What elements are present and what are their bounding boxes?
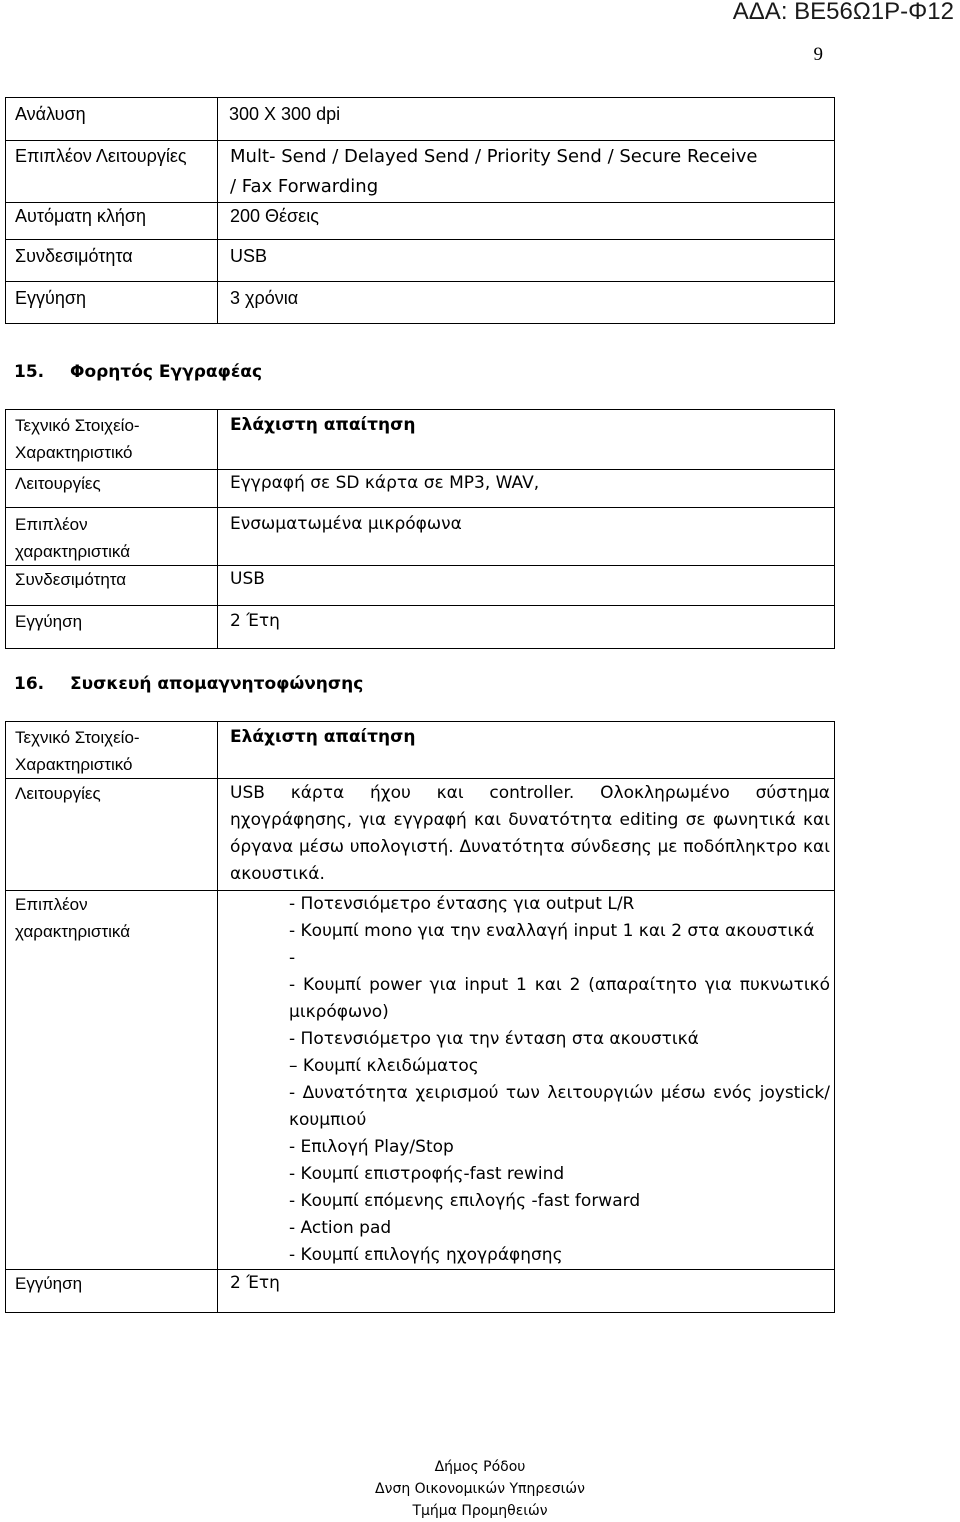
- row-label: Συνδεσιμότητα: [15, 570, 127, 589]
- list-item: - Δυνατότητα χειρισμού των λειτουργιών μέσω ενός joystick/κουμπιού: [289, 1083, 830, 1130]
- spec-table-transcription-device: [5, 721, 835, 1313]
- list-item: - Ποτενσιόμετρο για την ένταση στα ακουστικά: [289, 1029, 699, 1049]
- spec-table-portable-recorder: [5, 409, 835, 649]
- section-title: Συσκευή απομαγνητοφώνησης: [70, 674, 364, 694]
- table-row: [6, 282, 835, 324]
- row-label: Εγγύηση: [15, 612, 83, 631]
- table-row: [6, 470, 835, 508]
- table-row: [6, 779, 835, 891]
- footer-department: Δνση Οικονομικών Υπηρεσιών: [375, 1481, 585, 1497]
- row-label: Λειτουργίες: [15, 474, 101, 493]
- table-row: [6, 606, 835, 649]
- row-label: Λειτουργίες: [15, 784, 101, 803]
- list-item: -: [289, 948, 296, 968]
- row-value: 300 Χ 300 dpi: [229, 104, 341, 124]
- list-item: - Action pad: [289, 1218, 392, 1238]
- row-value: 2 Έτη: [230, 611, 280, 631]
- page-number: 9: [813, 44, 823, 65]
- list-item: – Κουμπί κλειδώματος: [289, 1056, 479, 1076]
- list-item: - Κουμπί επόμενης επιλογής -fast forward: [289, 1191, 641, 1211]
- functions-description: USB κάρτα ήχου και controller. Ολοκληρωμένο σύστημα ηχογράφησης, για εγγραφή και δυνατότητα editing σε φωνητικά και όργανα μέσω υπολογιστή. Δυνατότητα σύνδεσης με ποδόπληκτρο και ακουστικά.: [230, 783, 830, 884]
- row-value: Mult- Send / Delayed Send / Priority Send / Secure Receive / Fax Forwarding: [230, 146, 758, 197]
- row-label: Εγγύηση: [15, 288, 86, 308]
- row-label: Συνδεσιμότητα: [15, 246, 133, 266]
- table-row: [6, 240, 835, 282]
- row-value: 200 Θέσεις: [230, 206, 319, 226]
- row-label: Επιπλέον Λειτουργίες: [15, 146, 187, 166]
- footer-office: Τμήμα Προμηθειών: [412, 1503, 548, 1519]
- section-number: 16.: [14, 674, 45, 694]
- table-row: [6, 98, 835, 141]
- header-value: Ελάχιστη απαίτηση: [230, 727, 416, 747]
- row-label: Εγγύηση: [15, 1274, 83, 1293]
- list-item: - Ποτενσιόμετρο έντασης για output L/R: [289, 894, 635, 914]
- row-label: Ανάλυση: [15, 104, 86, 124]
- section-number: 15.: [14, 362, 45, 382]
- list-item: - Επιλογή Play/Stop: [289, 1137, 454, 1157]
- section-16-heading: [14, 674, 363, 694]
- list-item: - Κουμπί mono για την εναλλαγή input 1 και 2 στα ακουστικά: [289, 921, 815, 941]
- table-row: [6, 722, 835, 779]
- table-row: [6, 566, 835, 606]
- row-value: Εγγραφή σε SD κάρτα σε MP3, WAV,: [230, 473, 540, 493]
- list-item: - Κουμπί επιλογής ηχογράφησης: [289, 1245, 563, 1265]
- header-label: Τεχνικό Στοιχείο-Χαρακτηριστικό: [15, 728, 140, 774]
- spec-table-fax: [5, 97, 835, 324]
- header-label: Τεχνικό Στοιχείο-Χαρακτηριστικό: [15, 416, 140, 462]
- extras-list: [218, 891, 834, 1269]
- row-value: 3 χρόνια: [230, 288, 299, 308]
- section-title: Φορητός Εγγραφέας: [70, 362, 263, 382]
- row-label: Αυτόματη κλήση: [15, 206, 147, 226]
- list-item: - Κουμπί power για input 1 και 2 (απαραίτητο για πυκνωτικό μικρόφωνο): [289, 975, 830, 1022]
- row-value: 2 Έτη: [230, 1273, 280, 1293]
- row-value: USB: [230, 246, 268, 266]
- ada-code: ΑΔΑ: ΒΕ56Ω1Ρ-Φ12: [732, 0, 954, 25]
- row-value: USB: [230, 569, 265, 589]
- footer-municipality: Δήμος Ρόδου: [434, 1459, 526, 1475]
- table-row: [6, 891, 835, 1270]
- table-row: [6, 141, 835, 203]
- table-row: [6, 410, 835, 470]
- table-row: [6, 203, 835, 240]
- section-15-heading: [14, 362, 262, 382]
- table-row: [6, 1270, 835, 1313]
- footer: [0, 1456, 960, 1522]
- table-row: [6, 508, 835, 566]
- header-value: Ελάχιστη απαίτηση: [230, 415, 416, 435]
- row-label: Επιπλέον χαρακτηριστικά: [15, 515, 131, 561]
- row-value: Ενσωματωμένα μικρόφωνα: [230, 514, 462, 534]
- list-item: - Κουμπί επιστροφής-fast rewind: [289, 1164, 565, 1184]
- row-label: Επιπλέον χαρακτηριστικά: [15, 895, 131, 941]
